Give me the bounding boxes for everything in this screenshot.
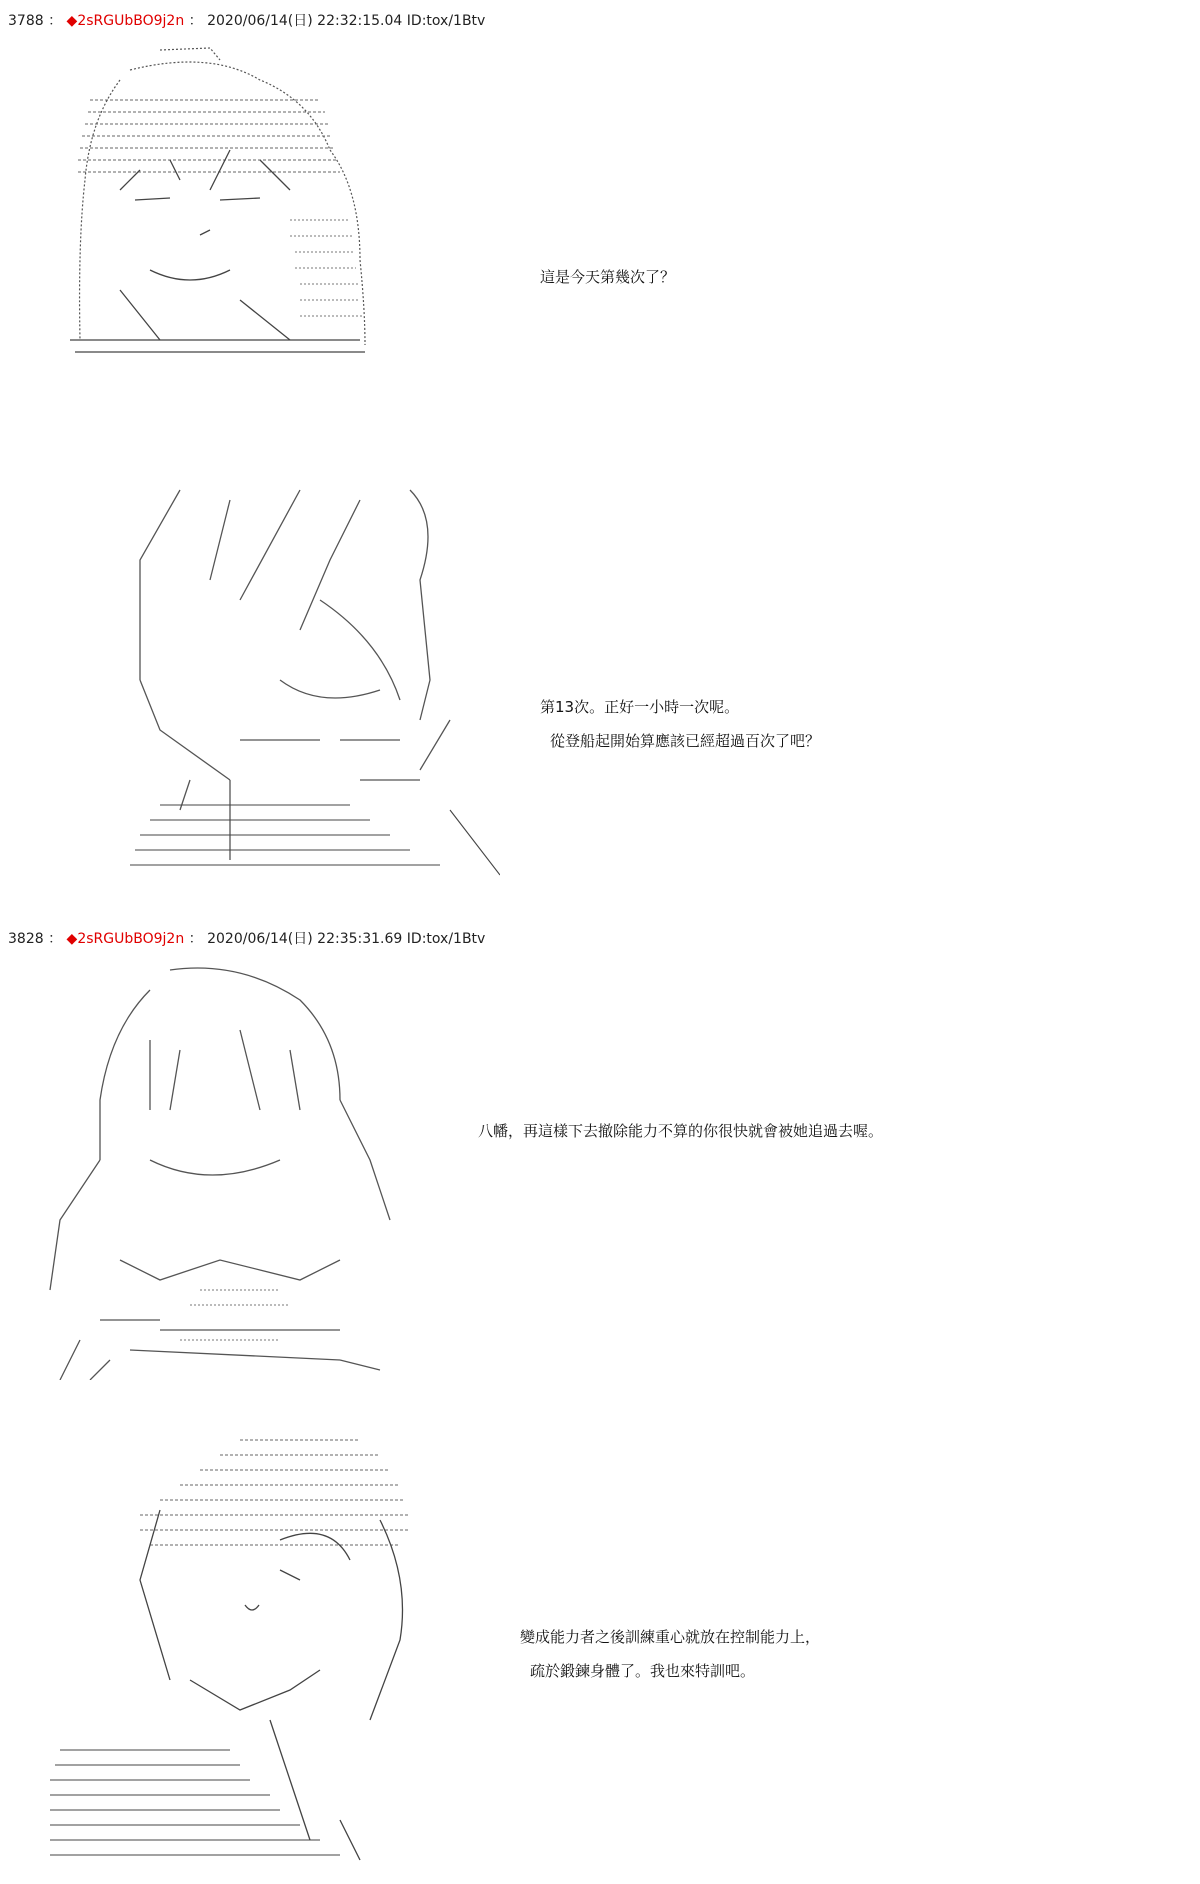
separator: ： [188,931,203,947]
speech-line: 變成能力者之後訓練重心就放在控制能力上， [520,1628,821,1646]
speech-text [540,266,675,288]
ascii-art-character [60,40,380,360]
post-datetime: 2020/06/14(日) 22:35:31.69 [207,931,403,947]
separator: ： [188,13,203,29]
separator: ： [48,13,63,29]
speech-text [478,1120,883,1142]
ascii-art-character [40,1420,440,1870]
separator: ： [48,931,63,947]
poster-tripcode[interactable]: 2sRGUbBO9j2n [77,931,185,947]
trip-diamond-icon: ◆ [66,931,78,947]
speech-text [520,1626,820,1682]
post-number: 3788 [8,13,44,29]
post-header [8,12,485,30]
speech-line: 第13次。正好一小時一次呢。 [540,698,740,716]
post-header [8,930,485,948]
trip-diamond-icon: ◆ [66,13,78,29]
ascii-art-character [40,960,420,1380]
speech-text [540,696,820,752]
ascii-art-character [120,480,500,880]
speech-line: 這是今天第幾次了？ [540,268,676,286]
poster-tripcode[interactable]: 2sRGUbBO9j2n [77,13,185,29]
speech-line: 從登船起開始算應該已經超過百次了吧？ [550,732,821,750]
speech-line: 疏於鍛鍊身體了。我也來特訓吧。 [530,1662,756,1680]
poster-id: ID:tox/1Btv [406,931,486,947]
poster-id: ID:tox/1Btv [406,13,486,29]
post-number: 3828 [8,931,44,947]
speech-line: 八幡，再這樣下去撤除能力不算的你很快就會被她追過去喔。 [478,1122,884,1140]
post-datetime: 2020/06/14(日) 22:32:15.04 [207,13,403,29]
